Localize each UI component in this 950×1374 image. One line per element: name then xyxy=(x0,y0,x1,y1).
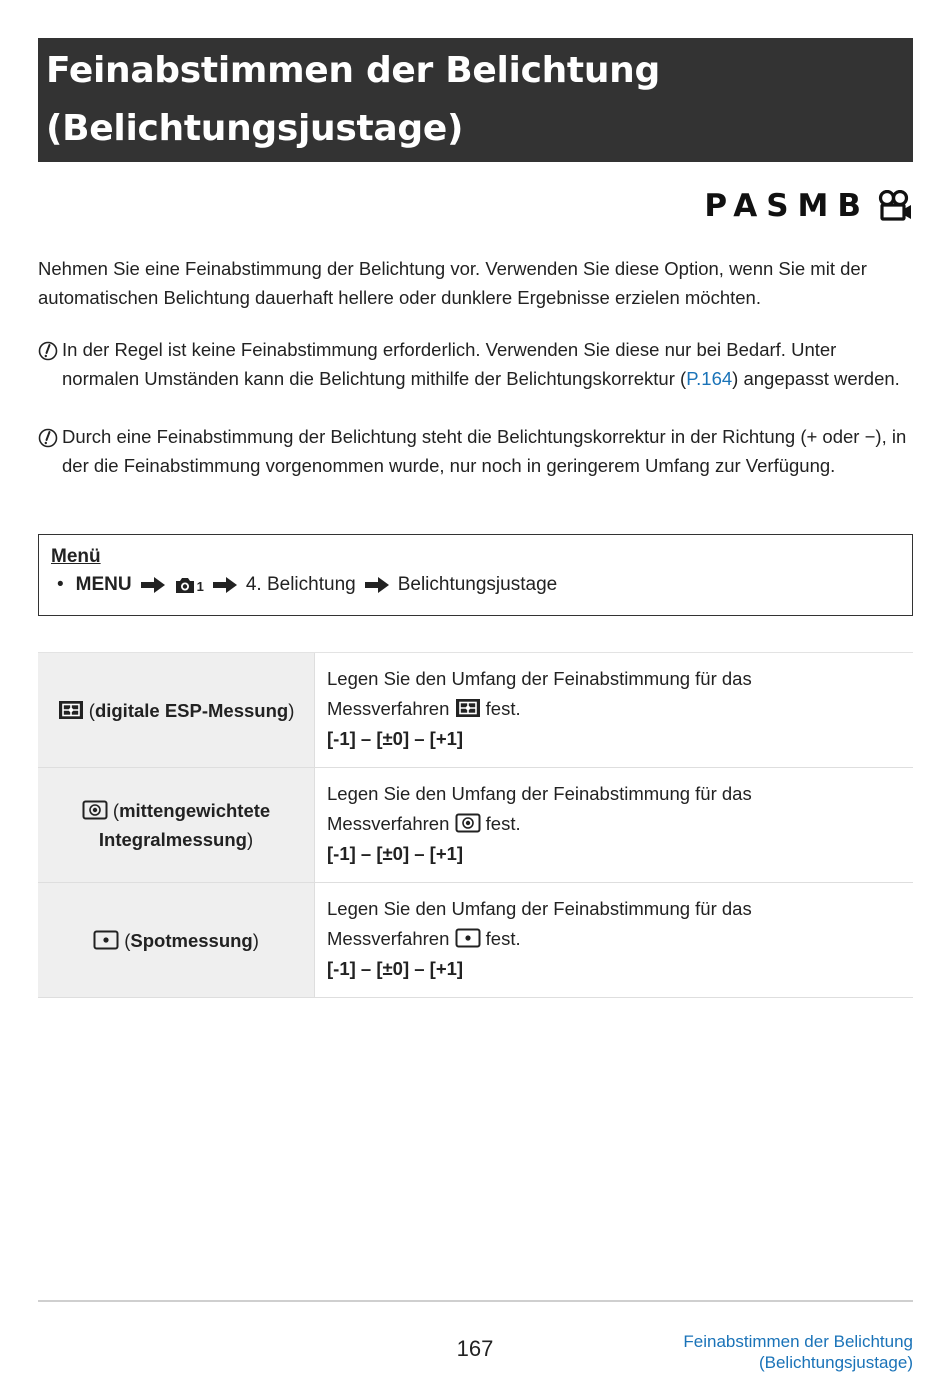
bullet: • xyxy=(57,574,64,595)
menu-path-box xyxy=(38,534,913,616)
page-reference-link[interactable]: P.164 xyxy=(686,368,733,389)
spot-metering-icon xyxy=(93,930,119,950)
menu-tab-number: 1 xyxy=(196,579,204,594)
menu-item: Belichtungsjustage xyxy=(397,574,558,595)
paren-open: ( xyxy=(112,800,120,821)
caution-icon xyxy=(38,428,58,448)
caution-note-2 xyxy=(38,422,908,480)
page-title-banner xyxy=(38,38,913,162)
note-1-text: In der Regel ist keine Feinabstimmung erforderlich. Verwenden Sie diese nur bei Bedarf. Unter normalen Umständen kann die Belichtung mithilfe der Belichtungskorrektur ( xyxy=(62,339,837,389)
arrow-right-icon xyxy=(364,576,390,594)
menu-step: 4. Belichtung xyxy=(245,574,356,595)
caution-icon xyxy=(38,341,58,361)
description-prefix: Messverfahren xyxy=(327,698,450,719)
value-range: [-1] – [±0] – [+1] xyxy=(327,728,464,749)
option-label-cell xyxy=(38,883,315,997)
note-2-text: Durch eine Feinabstimmung der Belichtung steht die Belichtungskorrektur in der Richtung (+ oder −), in der die Feinabstimmung vorgenommen wurde, nur noch in geringerem Umfang zur Verfügung. xyxy=(62,426,907,476)
menu-path xyxy=(51,570,900,600)
mode-letters: PASMB xyxy=(704,188,870,224)
description-prefix: Messverfahren xyxy=(327,928,450,949)
description-suffix: fest. xyxy=(485,813,521,834)
menu-heading: Menü xyxy=(51,546,101,567)
description-prefix: Messverfahren xyxy=(327,813,450,834)
page-title-line-1: Feinabstimmen der Belichtung xyxy=(46,50,660,91)
option-label-cell xyxy=(38,768,315,882)
option-label: mittengewichtete Integralmessung xyxy=(98,800,271,850)
center-weighted-metering-icon xyxy=(455,813,481,833)
option-label: digitale ESP-Messung xyxy=(94,699,289,721)
camera-icon xyxy=(174,576,196,594)
caution-note-1 xyxy=(38,335,908,393)
settings-table xyxy=(38,652,913,998)
paren-close: ) xyxy=(252,929,259,951)
option-description: Legen Sie den Umfang der Feinabstimmung für das xyxy=(327,783,752,804)
note-1-text-end: ) angepasst werden. xyxy=(732,368,900,389)
movie-camera-icon xyxy=(876,190,912,222)
shooting-modes xyxy=(704,186,912,226)
description-suffix: fest. xyxy=(485,928,521,949)
table-row xyxy=(38,768,913,883)
spot-metering-icon xyxy=(455,928,481,948)
option-description: Legen Sie den Umfang der Feinabstimmung für das xyxy=(327,668,752,689)
page-title-line-2: (Belichtungsjustage) xyxy=(46,108,464,149)
description-suffix: fest. xyxy=(485,698,521,719)
table-row xyxy=(38,653,913,768)
page-number: 167 xyxy=(456,1336,494,1361)
running-head-link[interactable] xyxy=(683,1331,913,1373)
paren-close: ) xyxy=(288,699,295,721)
menu-button-label: MENU xyxy=(75,574,132,595)
running-head-line-1: Feinabstimmen der Belichtung xyxy=(683,1332,913,1351)
intro-paragraph: Nehmen Sie eine Feinabstimmung der Belichtung vor. Verwenden Sie diese Option, wenn Sie mit der automatischen Belichtung dauerhaft hellere oder dunklere Ergebnisse erzielen möchten. xyxy=(38,258,867,308)
option-description: Legen Sie den Umfang der Feinabstimmung für das xyxy=(327,898,752,919)
center-weighted-metering-icon xyxy=(82,800,108,820)
footer-divider xyxy=(38,1300,913,1302)
arrow-right-icon xyxy=(212,576,238,594)
arrow-right-icon xyxy=(140,576,166,594)
option-description-cell xyxy=(315,883,913,997)
digital-esp-metering-icon xyxy=(455,698,481,718)
option-description-cell xyxy=(315,653,913,767)
paren-open: ( xyxy=(124,929,131,951)
digital-esp-metering-icon xyxy=(58,700,84,720)
table-row xyxy=(38,883,913,998)
value-range: [-1] – [±0] – [+1] xyxy=(327,958,464,979)
paren-open: ( xyxy=(88,699,95,721)
option-label-cell xyxy=(38,653,315,767)
option-description-cell xyxy=(315,768,913,882)
option-label: Spotmessung xyxy=(130,929,253,951)
paren-close: ) xyxy=(246,829,254,850)
value-range: [-1] – [±0] – [+1] xyxy=(327,843,464,864)
shooting-menu-tab xyxy=(174,576,204,594)
running-head-line-2: (Belichtungsjustage) xyxy=(758,1353,913,1372)
